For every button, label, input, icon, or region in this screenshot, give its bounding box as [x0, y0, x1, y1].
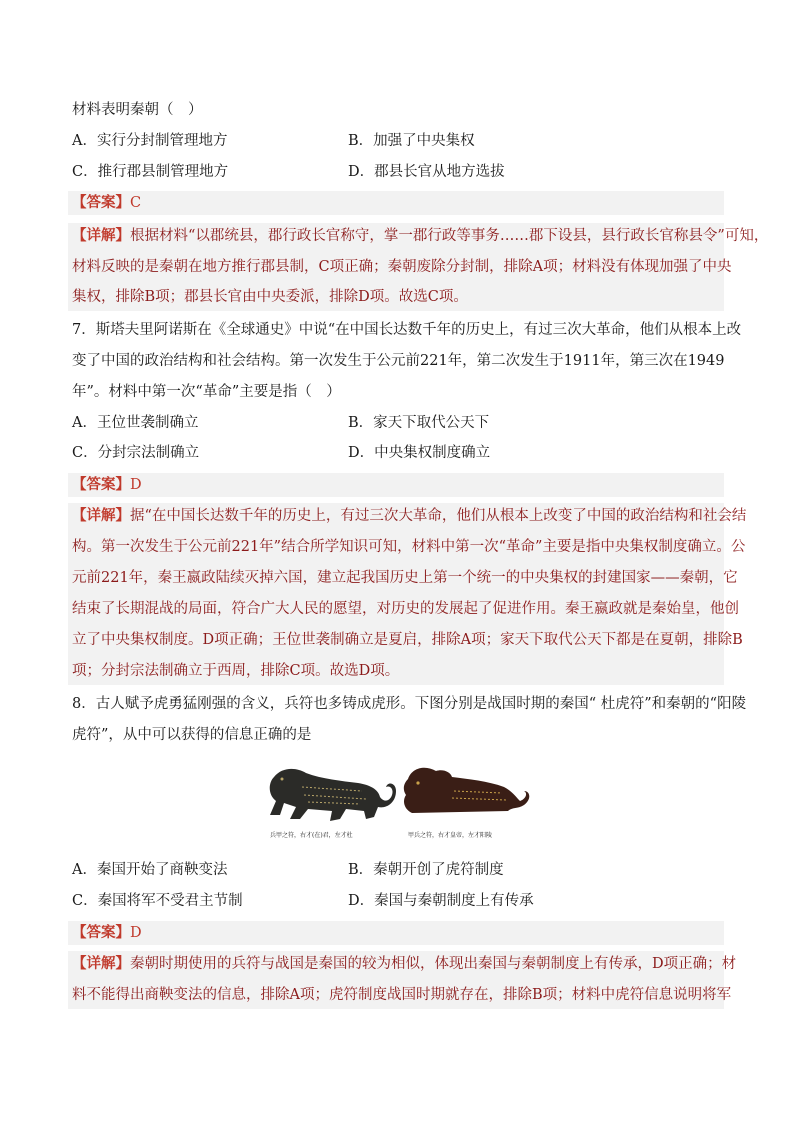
q6-option-c: C．推行郡县制管理地方	[72, 164, 229, 180]
yangling-tiger-tally-image	[404, 768, 529, 839]
q7-answer	[72, 475, 142, 495]
q6-answer-box	[68, 191, 724, 215]
caption-right: 甲兵之符，右才皇帝，左才阳陵	[408, 832, 493, 839]
q6-option-d: D．郡县长官从地方选拔	[348, 164, 505, 180]
detail-tag: 【详解】	[72, 507, 130, 524]
q7-answer-box	[68, 473, 724, 497]
q7-stem-line-3: 年”。材料中第一次“革命”主要是指（ ）	[72, 384, 341, 400]
q8-option-c: C．秦国将军不受君主节制	[72, 893, 243, 909]
q6-option-a: A．实行分封制管理地方	[72, 133, 228, 149]
q8-stem-line-2: 虎符”，从中可以获得的信息正确的是	[72, 727, 312, 743]
q8-answer	[72, 923, 142, 943]
q8-option-b: B．秦朝开创了虎符制度	[348, 862, 504, 878]
q6-option-b: B．加强了中央集权	[348, 133, 475, 149]
q7-option-c: C．分封宗法制确立	[72, 445, 200, 461]
tiger-tallies-figure	[262, 757, 532, 847]
q8-detail-line-1: 【详解】秦朝时期使用的兵符与战国是秦国的较为相似，体现出秦国与秦朝制度上有传承，D项正确；材	[72, 955, 737, 972]
q7-detail-box	[68, 503, 724, 685]
q6-detail-line-1: 【详解】根据材料“以郡统县，郡行政长官称守，掌一郡行政等事务……郡下设县，县行政长官称县令”可知，	[72, 227, 769, 244]
q7-option-b: B．家天下取代公天下	[348, 415, 490, 431]
q6-answer	[72, 193, 141, 213]
q8-stem-line-1: 8．古人赋予虎勇猛刚强的含义，兵符也多铸成虎形。下图分别是战国时期的秦国“ 杜虎符”和秦朝的“阳陵	[72, 696, 747, 712]
du-tiger-tally-image	[270, 769, 396, 839]
q7-detail-line-4: 结束了长期混战的局面，符合广大人民的愿望，对历史的发展起了促进作用。秦王嬴政就是秦始皇，他创	[72, 601, 739, 617]
detail-tag: 【详解】	[72, 955, 130, 972]
answer-tag: 【答案】	[72, 194, 130, 211]
q7-option-a: A．王位世袭制确立	[72, 415, 199, 431]
q7-stem-line-2: 变了中国的政治结构和社会结构。第一次发生于公元前221年，第二次发生于1911年，第三次在1949	[72, 353, 725, 369]
q6-stem: 材料表明秦朝（ ）	[72, 102, 203, 118]
answer-value: C	[130, 195, 142, 211]
q7-detail-line-1: 【详解】据“在中国长达数千年的历史上，有过三次大革命，他们从根本上改变了中国的政治结构和社会结	[72, 507, 747, 524]
answer-tag: 【答案】	[72, 476, 130, 493]
q7-option-d: D．中央集权制度确立	[348, 445, 491, 461]
q7-detail-line-3: 元前221年，秦王嬴政陆续灭掉六国，建立起我国历史上第一个统一的中央集权的封建国家——秦朝，它	[72, 570, 738, 586]
q8-option-d: D．秦国与秦朝制度上有传承	[348, 893, 534, 909]
caption-left: 兵甲之符，右才(在)君，左才杜	[270, 832, 353, 839]
q8-option-a: A．秦国开始了商鞅变法	[72, 862, 228, 878]
q7-detail-line-2: 构。第一次发生于公元前221年”结合所学知识可知，材料中第一次“革命”主要是指中央集权制度确立。公	[72, 539, 746, 555]
q8-answer-box	[68, 921, 724, 945]
q6-detail-line-3: 集权，排除B项；郡县长官由中央委派，排除D项。故选C项。	[72, 289, 468, 305]
q7-detail-line-6: 项；分封宗法制确立于西周，排除C项。故选D项。	[72, 663, 400, 679]
q8-detail-line-2: 料不能得出商鞅变法的信息，排除A项；虎符制度战国时期就存在，排除B项；材料中虎符信息说明将军	[72, 987, 732, 1003]
detail-tag: 【详解】	[72, 227, 130, 244]
q7-detail-line-5: 立了中央集权制度。D项正确；王位世袭制确立是夏启，排除A项；家天下取代公天下都是在夏朝，排除B	[72, 632, 743, 648]
q6-detail-line-2: 材料反映的是秦朝在地方推行郡县制，C项正确；秦朝废除分封制，排除A项；材料没有体现加强了中央	[72, 259, 732, 275]
answer-value: D	[130, 477, 142, 493]
answer-tag: 【答案】	[72, 924, 130, 941]
answer-value: D	[130, 925, 142, 941]
q7-stem-line-1: 7．斯塔夫里阿诺斯在《全球通史》中说“在中国长达数千年的历史上，有过三次大革命，他们从根本上改	[72, 322, 742, 338]
